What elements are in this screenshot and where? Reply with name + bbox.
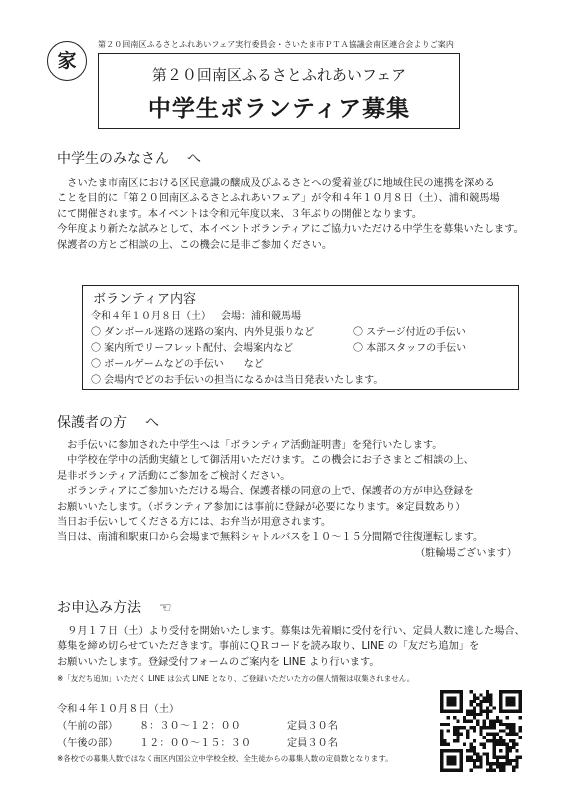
apply-paragraph (57, 624, 527, 670)
text-line: ボランティアにご参加いただける場合、保護者様の同意の上で、保護者の方が申込登録を (57, 486, 474, 498)
parents-heading (57, 412, 159, 432)
text-line: ことを目的に「第２０回南区ふるさとふれあいフェア」が令和４年１０月８日（土）、浦和競馬場 (57, 193, 500, 205)
home-badge-icon: 家 (47, 41, 87, 81)
schedule-capacity: 定員３０名 (287, 721, 338, 732)
text-line: にて開催されます。本イベントは令和元年度以来、３年ぶりの開催となります。 (57, 208, 423, 220)
volunteer-date: 令和４年１０月８日（土） (91, 311, 211, 322)
schedule-date: 令和４年１０月８日（土） (57, 704, 180, 715)
volunteer-note: 〇 会場内でどのお手伝いの担当になるかは当日発表いたします。 (91, 375, 384, 386)
line-privacy-note: ※「友だち追加」いただく LINE は公式 LINE となり、ご登録いただいた方の個人情報は収集されません。 (57, 674, 415, 683)
schedule-time: １２：００～１５：３０ (139, 738, 252, 749)
event-title: 第２０回南区ふるさとふれあいフェア (151, 66, 407, 84)
text-line: 当日は、南浦和駅東口から会場まで無料シャトルバスを１０～１５分間隔で往復運転します。 (57, 532, 484, 544)
task-item: 〇 本部スタッフの手伝い (353, 343, 467, 354)
apply-heading-text: お申込み方法 (57, 600, 141, 616)
students-heading-text: 中学生のみなさん (57, 151, 169, 167)
volunteer-content-box (82, 285, 519, 390)
text-line: ９月１７日（土）より受付を開始いたします。募集は先着順に受付を行い、定員人数に達した場合、 (57, 626, 525, 637)
text-line: 募集を締め切らせていただきます。事前にＱＲコードを読み取り、LINE の「友だち追加」を (57, 641, 480, 653)
recruitment-title: 中学生ボランティア募集 (147, 96, 411, 122)
task-item: 〇 ダンボール迷路の迷路の案内、内外見張りなど (91, 327, 315, 338)
parking-note: （駐輪場ございます） (415, 547, 517, 559)
text-line: 今年度より新たな試みとして、本イベントボランティアにご協力いただける中学生を募集いたします。 (57, 224, 524, 236)
capacity-note: ※各校での募集人数ではなく南区内国公立中学校全校、全生徒からの募集人数の定員数となります。 (57, 754, 393, 763)
schedule-capacity: 定員３０名 (287, 738, 338, 749)
schedule-time: ８：３０～１２：００ (139, 721, 241, 732)
apply-heading (57, 597, 172, 617)
text-line: さいたま市南区における区民意識の醸成及びふるさとへの愛着並びに地域住民の連携を深める (57, 178, 495, 189)
parents-paragraph (57, 438, 527, 561)
task-item: 〇 案内所でリーフレット配付、会場案内など (91, 343, 294, 354)
qr-code-icon[interactable] (440, 690, 522, 772)
parents-heading-text: 保護者の方 (57, 415, 127, 431)
text-line: 是非ボランティア活動にご参加をご検討ください。 (57, 470, 291, 482)
parents-heading-to: へ (145, 415, 159, 431)
task-item: 〇 ステージ付近の手伝い (353, 327, 466, 338)
schedule-part: （午前の部） (57, 721, 119, 732)
text-line: 中学校在学中の活動実績として御活用いただけます。この機会にお子さまとご相談の上、 (57, 455, 474, 467)
students-heading-to: へ (187, 151, 201, 167)
text-line: お願いいたします。（ボランティア参加には事前に登録が必要になります。※定員数あり） (57, 501, 466, 513)
title-box (98, 53, 460, 129)
text-line: 保護者の方とご相談の上、この機会に是非ご参加ください。 (57, 239, 333, 251)
text-line: お願いいたします。登録受付フォームのご案内を LINE より行います。 (57, 656, 380, 668)
volunteer-venue: 会場：浦和競馬場 (221, 311, 301, 322)
task-item: 〇 ボールゲームなどの手伝い など (91, 359, 264, 370)
students-paragraph (57, 176, 527, 253)
organizer-line: 第２０回南区ふるさとふれあいフェア実行委員会・さいたま市ＰＴＡ協議会南区連合会よりご案内 (98, 40, 454, 49)
schedule-row (57, 734, 338, 749)
text-line: お手伝いに参加された中学生へは「ボランティア活動証明書」を発行いたします。 (57, 440, 443, 451)
volunteer-date-venue (91, 307, 301, 322)
schedule-part: （午後の部） (57, 738, 119, 749)
text-line: 当日お手伝いしてくださる方には、お弁当が用意されます。 (57, 517, 332, 529)
pointing-hand-icon: ☜ (159, 600, 172, 616)
schedule-row (57, 717, 338, 732)
volunteer-heading: ボランティア内容 (93, 292, 196, 307)
students-heading (57, 148, 201, 168)
